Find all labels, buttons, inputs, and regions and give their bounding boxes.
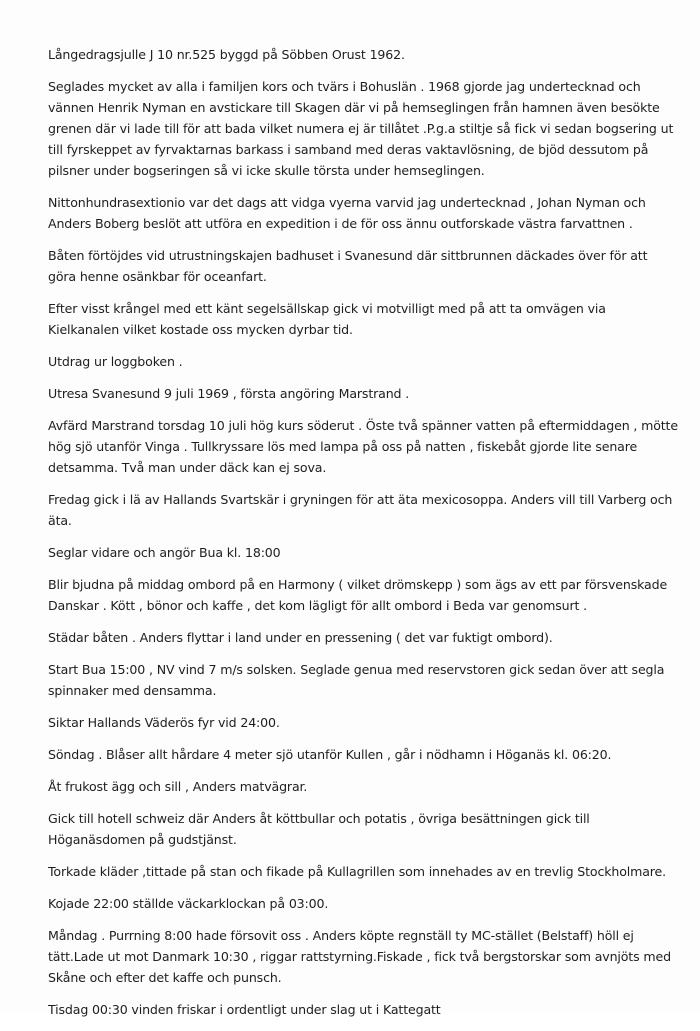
paragraph-breakfast: Åt frukost ägg och sill , Anders matvägrar.	[48, 779, 308, 794]
paragraph-moored-svanesund: Båten förtöjdes vid utrustningskajen badhuset i Svanesund där sittbrunnen däckades över för att göra henne osänkbar för oceanfart.	[48, 248, 648, 284]
paragraph-cleaning: Städar båten . Anders flyttar i land under en pressening ( det var fuktigt ombord).	[48, 630, 553, 645]
paragraph-arrive-bua: Seglar vidare och angör Bua kl. 18:00	[48, 545, 281, 560]
document-body	[48, 44, 678, 1031]
paragraph-kiel-canal: Efter visst krångel med ett känt segelsällskap gick vi motvilligt med på att ta omvägen via Kielkanalen vilket kostade oss mycken dyrbar tid.	[48, 301, 606, 337]
paragraph-drying-clothes: Torkade kläder ,tittade på stan och fikade på Kullagrillen som innehades av en trevlig Stockholmare.	[48, 864, 666, 879]
paragraph-expedition-1969: Nittonhundrasextionio var det dags att vidga vyerna varvid jag undertecknad , Johan Nyman och Anders Boberg beslöt att utföra en expedition i de för oss ännu outforskade västra farvattnen .	[48, 195, 646, 231]
paragraph-friday: Fredag gick i lä av Hallands Svartskär i gryningen för att äta mexicosoppa. Anders vill till Varberg och äta.	[48, 492, 673, 528]
paragraph-family-sailing: Seglades mycket av alla i familjen kors och tvärs i Bohuslän . 1968 gjorde jag undertecknad och vännen Henrik Nyman en avstickare till Skagen där vi på hemseglingen från hamnen även besökte grenen där vi lade till för att bada vilket numera ej är tillåtet .P.g.a stiltje så fick vi sedan bogsering ut till fyrskeppet av fyrvaktarnas barkass i samband med deras vaktavlösning, de bjöd dessutom på pilsner under bogseringen så vi icke skulle törsta under hemseglingen.	[48, 79, 674, 178]
paragraph-vaderos: Siktar Hallands Väderös fyr vid 24:00.	[48, 715, 280, 730]
paragraph-monday: Måndag . Purrning 8:00 hade försovit oss . Anders köpte regnställ ty MC-stället (Belstaff) höll ej tätt.Lade ut mot Danmark 10:30 , riggar rattstyrning.Fiskade , fick två bergstorskar som avnjöts med Skåne och efter det kaffe och punsch.	[48, 928, 671, 985]
paragraph-start-bua: Start Bua 15:00 , NV vind 7 m/s solsken. Seglade genua med reservstoren gick sedan över att segla spinnaker med densamma.	[48, 662, 665, 698]
paragraph-boat-intro: Långedragsjulle J 10 nr.525 byggd på Söbben Orust 1962.	[48, 47, 405, 62]
paragraph-sunday: Söndag . Blåser allt hårdare 4 meter sjö utanför Kullen , går i nödhamn i Höganäs kl. 06:20.	[48, 747, 612, 762]
paragraph-bedtime: Kojade 22:00 ställde väckarklockan på 03:00.	[48, 896, 329, 911]
paragraph-dinner-harmony: Blir bjudna på middag ombord på en Harmony ( vilket drömskepp ) som ägs av ett par försvenskade Danskar . Kött , bönor och kaffe , det kom lägligt för allt ombord i Beda var genomsurt .	[48, 577, 668, 613]
paragraph-departure-svanesund: Utresa Svanesund 9 juli 1969 , första angöring Marstrand .	[48, 386, 410, 401]
paragraph-tuesday: Tisdag 00:30 vinden friskar i ordentligt under slag ut i Kattegatt	[48, 1002, 441, 1017]
paragraph-departure-marstrand: Avfärd Marstrand torsdag 10 juli hög kurs söderut . Öste två spänner vatten på eftermiddagen , mötte hög sjö utanför Vinga . Tullkryssare lös med lampa på oss på natten , fiskebåt gjorde lite senare detsamma. Två man under däck kan ej sova.	[48, 418, 678, 475]
paragraph-hotel-schweiz: Gick till hotell schweiz där Anders åt köttbullar och potatis , övriga besättningen gick till Höganäsdomen på gudstjänst.	[48, 811, 590, 847]
paragraph-logbook-heading: Utdrag ur loggboken .	[48, 354, 183, 369]
